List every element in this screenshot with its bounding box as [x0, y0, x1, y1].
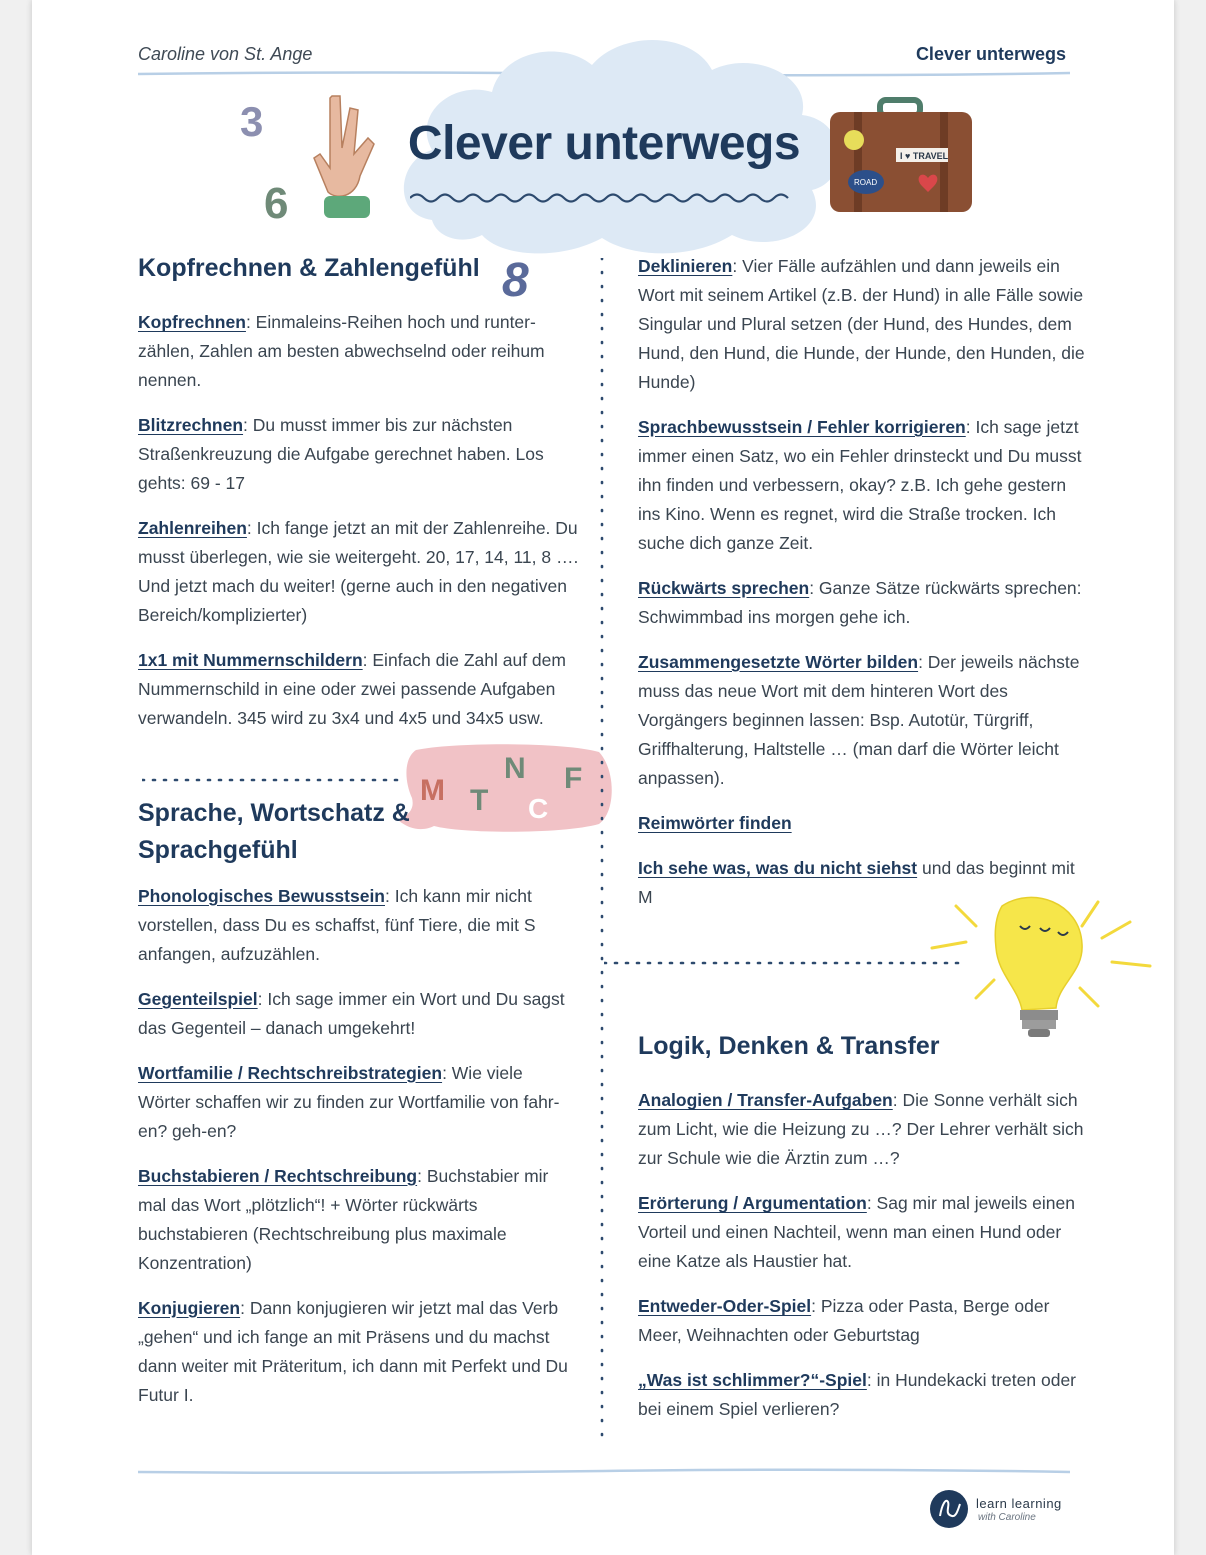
activity-item: [638, 854, 1092, 912]
bubble-letter-t: T: [470, 784, 489, 817]
activity-term: Deklinieren: [638, 256, 733, 276]
activity-description: : Einmaleins-Reihen hoch und runter-zählen, Zahlen am besten abwechselnd oder reihum nennen.: [138, 312, 545, 391]
activity-item: [638, 574, 1092, 632]
logic-items: [638, 1086, 1092, 1424]
digit-six: 6: [264, 179, 289, 228]
activity-term: Erörterung / Argumentation: [638, 1193, 867, 1214]
bubble-letter-n: N: [504, 752, 526, 785]
activity-item: [638, 648, 1092, 793]
travel-sticker-text: I ♥ TRAVEL: [900, 151, 949, 161]
right-column-logic: [638, 1028, 1092, 1440]
road-sticker-text: ROAD: [854, 178, 878, 187]
language-items: [138, 882, 580, 1410]
activity-description: : Einfach die Zahl auf dem Nummernschild in eine oder zwei passende Aufgaben verwandeln. 345 wird zu 3x4 und 4x5 und 34x5 usw.: [138, 650, 566, 729]
hand-counting-illustration: [236, 88, 386, 233]
activity-description: : Dann konjugieren wir jetzt mal das Verb „gehen“ und ich fange an mit Präsens und du machst dann weiter mit Präteritum, ich dann mit Perfekt und Du Futur I.: [138, 1297, 568, 1405]
main-title: Clever unterwegs: [407, 117, 801, 170]
activity-item: [138, 985, 580, 1043]
section-title-language: Sprache, Wortschatz & Sprachgefühl: [138, 799, 410, 864]
activity-item: [138, 1059, 580, 1146]
activity-item: [638, 809, 1092, 838]
activity-item: [638, 252, 1092, 397]
activity-description: : Die Sonne verhält sich zum Licht, wie die Heizung zu …? Der Lehrer verhält sich zur Schule wie die Ärztin zum …?: [638, 1090, 1084, 1169]
vertical-dotted-divider: [598, 258, 606, 1448]
activity-term: Konjugieren: [138, 1297, 241, 1318]
activity-item: [138, 411, 580, 498]
activity-description: : Vier Fälle aufzählen und dann jeweils ein Wort mit seinem Artikel (z.B. der Hund) in alle Fälle sowie Singular und Plural setzen (der Hund, des Hundes, dem Hund, den Hund, die Hunde, der Hunde, den Hunden, die Hunde): [638, 256, 1085, 392]
left-column: [138, 250, 583, 1426]
activity-term: Phonologisches Bewusstsein: [138, 885, 385, 906]
activity-description: : Sag mir mal jeweils einen Vorteil und einen Nachteil, wenn man einen Hund oder eine Katze als Haustier hat.: [638, 1193, 1075, 1272]
activity-item: [638, 1366, 1092, 1424]
page: [32, 0, 1174, 1555]
activity-term: Rückwärts sprechen: [638, 578, 810, 598]
activity-term: 1x1 mit Nummernschildern: [138, 650, 363, 671]
activity-item: [138, 882, 580, 969]
activity-description: : Pizza oder Pasta, Berge oder Meer, Weihnachten oder Geburtstag: [638, 1296, 1050, 1346]
activity-item: [138, 1162, 580, 1278]
activity-term: Entweder-Oder-Spiel: [638, 1296, 812, 1317]
logo-subtext: with Caroline: [978, 1512, 1036, 1523]
digit-three: 3: [240, 98, 264, 145]
title-wave-underline: [410, 188, 800, 208]
learn-learning-logo-icon: [928, 1488, 970, 1530]
activity-term: Zusammengesetzte Wörter bilden: [638, 652, 919, 672]
activity-term: Zahlenreihen: [138, 518, 247, 539]
activity-term: Wortfamilie / Rechtschreibstrategien: [138, 1062, 443, 1083]
activity-description: : in Hundekacki treten oder bei einem Spiel verlieren?: [638, 1370, 1077, 1420]
activity-description: : Der jeweils nächste muss das neue Wort mit dem hinteren Wort des Vorgängers beginnen lassen: Bsp. Autotür, Türgriff, Griffhalterung, Haltstelle … (man darf die Wörter leicht anpassen).: [638, 652, 1080, 788]
activity-description: : Buchstabier mir mal das Wort „plötzlich“! + Wörter rückwärts buchstabieren (Rechtschreibung plus maximale Konzentration): [138, 1165, 549, 1273]
right-column: [638, 252, 1092, 928]
activity-term: Ich sehe was, was du nicht siehst: [638, 858, 918, 878]
activity-term: Sprachbewusstsein / Fehler korrigieren: [638, 417, 966, 437]
activity-item: [638, 1189, 1092, 1276]
activity-term: Reimwörter finden: [638, 813, 792, 833]
activity-description: : Ich sage jetzt immer einen Satz, wo ein Fehler drinsteckt und Du musst ihn finden und verbessern, okay? z.B. Ich gehe gestern ins Kino. Wenn es regnet, wird die Straße trocken. Ich suche dich ganze Zeit.: [638, 417, 1082, 553]
activity-description: : Du musst immer bis zur nächsten Straßenkreuzung die Aufgabe gerechnet haben. Los gehts: 69 - 17: [138, 415, 544, 494]
digit-eight: 8: [502, 254, 529, 304]
horizontal-dotted-divider-right: [604, 958, 964, 968]
activity-item: [638, 1086, 1092, 1173]
activity-term: Buchstabieren / Rechtschreibung: [138, 1165, 418, 1186]
activity-item: [638, 413, 1092, 558]
activity-item: [138, 308, 580, 395]
activity-description: : Ich fange jetzt an mit der Zahlenreihe. Du musst überlegen, wie sie weitergeht. 20, 17, 14, 11, 8 …. Und jetzt mach du weiter! (gerne auch in den negativen Bereich/komplizierter): [138, 518, 579, 626]
activity-term: Kopfrechnen: [138, 312, 246, 333]
activity-item: [138, 1294, 580, 1410]
header-author: Caroline von St. Ange: [138, 44, 313, 64]
activity-term: „Was ist schlimmer?“-Spiel: [638, 1370, 867, 1391]
bubble-letter-m: M: [420, 774, 445, 807]
activity-term: Blitzrechnen: [138, 415, 244, 436]
section-title-logic: Logik, Denken & Transfer: [638, 1032, 940, 1060]
activity-description: : Ich kann mir nicht vorstellen, dass Du es schaffst, fünf Tiere, die mit S anfangen, aufzuzählen.: [138, 885, 536, 964]
language-continued-items: [638, 252, 1092, 912]
footer-rule: [138, 1468, 1070, 1476]
math-items: [138, 308, 580, 733]
activity-description: : Wie viele Wörter schaffen wir zu finden zur Wortfamilie von fahr-en? geh-en?: [138, 1062, 560, 1141]
logo-text: learn learning: [976, 1496, 1062, 1511]
suitcase-illustration: [826, 96, 976, 221]
activity-term: Gegenteilspiel: [138, 988, 258, 1009]
activity-item: [138, 646, 580, 733]
bubble-letter-f: F: [564, 762, 583, 795]
activity-term: Analogien / Transfer-Aufgaben: [638, 1090, 893, 1111]
activity-item: [138, 514, 580, 630]
header-title: Clever unterwegs: [915, 44, 1066, 64]
bubble-letter-c: C: [528, 793, 549, 824]
activity-item: [638, 1292, 1092, 1350]
section-title-math: Kopfrechnen & Zahlengefühl: [138, 254, 480, 282]
activity-description: und das beginnt mit M: [638, 858, 1075, 907]
activity-description: : Ich sage immer ein Wort und Du sagst das Gegenteil – danach umgekehrt!: [138, 988, 565, 1038]
activity-description: : Ganze Sätze rückwärts sprechen: Schwimmbad ins morgen gehe ich.: [638, 578, 1082, 627]
